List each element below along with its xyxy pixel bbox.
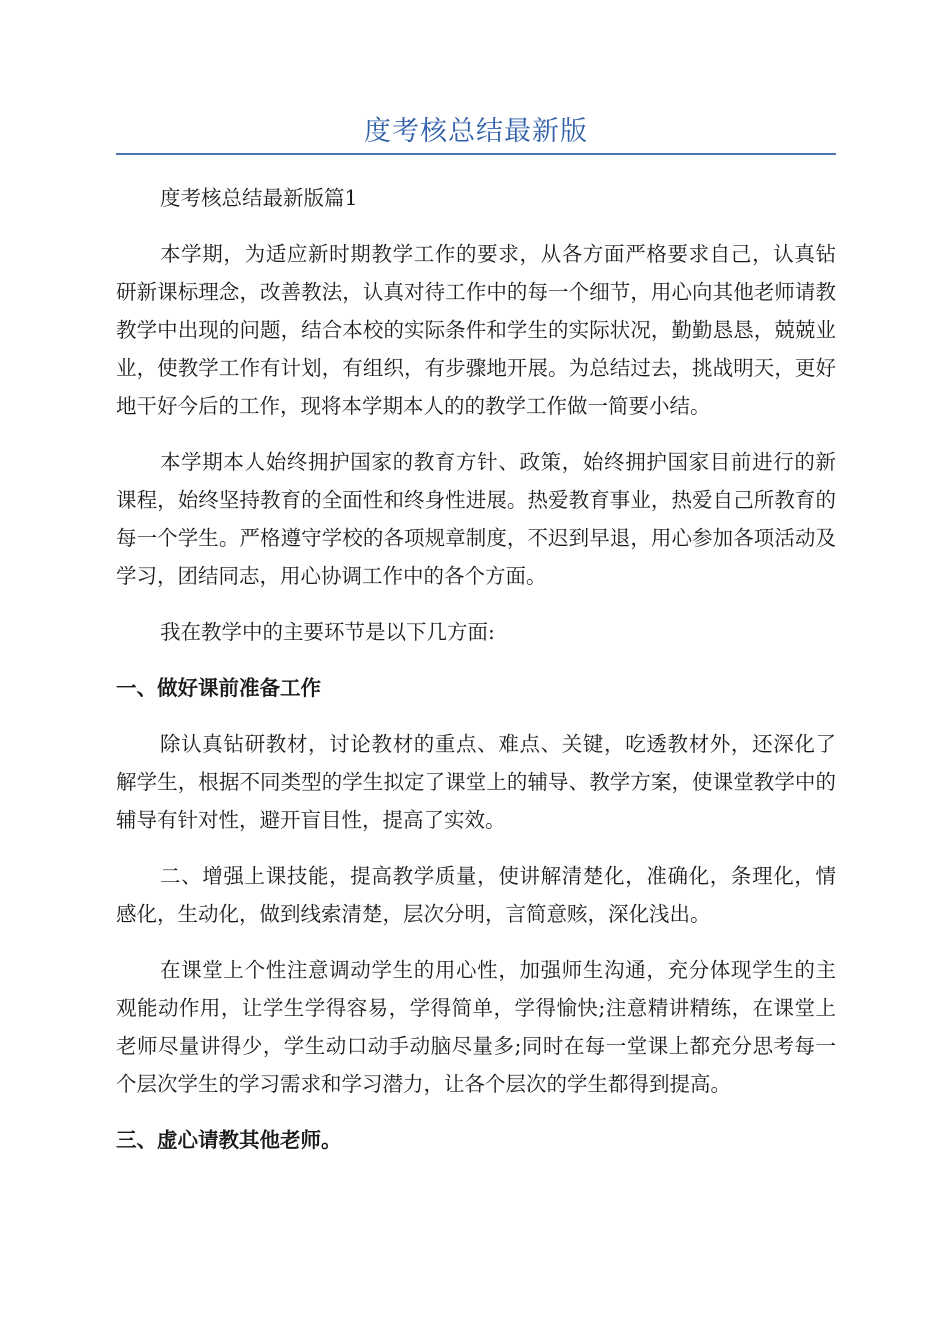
heading-preparation: 一、做好课前准备工作 <box>116 676 321 700</box>
document-title: 度考核总结最新版 <box>364 116 588 147</box>
paragraph-policy: 本学期本人始终拥护国家的教育方针、政策，始终拥护国家目前进行的新课程，始终坚持教育的全面性和终身性进展。热爱教育事业，热爱自己所教育的每一个学生。严格遵守学校的各项规章制度，不迟到早退，用心参加各项活动及学习，团结同志，用心协调工作中的各个方面。 <box>116 450 836 588</box>
paragraph-preparation: 除认真钻研教材，讨论教材的重点、难点、关键，吃透教材外，还深化了解学生，根据不同类型的学生拟定了课堂上的辅导、教学方案，使课堂教学中的辅导有针对性，避开盲目性，提高了实效。 <box>116 732 836 832</box>
paragraph-intro: 本学期，为适应新时期教学工作的要求，从各方面严格要求自己，认真钻研新课标理念，改善教法，认真对待工作中的每一个细节，用心向其他老师请教教学中出现的问题，结合本校的实际条件和学生的实际状况，勤勤恳恳，兢兢业业，使教学工作有计划，有组织，有步骤地开展。为总结过去，挑战明天，更好地干好今后的工作，现将本学期本人的的教学工作做一简要小结。 <box>116 242 836 418</box>
section-subtitle: 度考核总结最新版篇1 <box>160 186 358 210</box>
paragraph-main-aspects: 我在教学中的主要环节是以下几方面: <box>160 620 495 644</box>
document-page <box>116 0 836 1159</box>
paragraph-teaching-skills: 二、增强上课技能，提高教学质量，使讲解清楚化，准确化，条理化，情感化，生动化，做到线索清楚，层次分明，言简意赅，深化浅出。 <box>116 864 836 926</box>
heading-consult-teachers: 三、虚心请教其他老师。 <box>116 1128 342 1152</box>
paragraph-classroom: 在课堂上个性注意调动学生的用心性，加强师生沟通，充分体现学生的主观能动作用，让学生学得容易，学得简单，学得愉快;注意精讲精练，在课堂上老师尽量讲得少，学生动口动手动脑尽量多;同时在每一堂课上都充分思考每一个层次学生的学习需求和学习潜力，让各个层次的学生都得到提高。 <box>116 958 836 1096</box>
title-divider <box>116 153 836 155</box>
